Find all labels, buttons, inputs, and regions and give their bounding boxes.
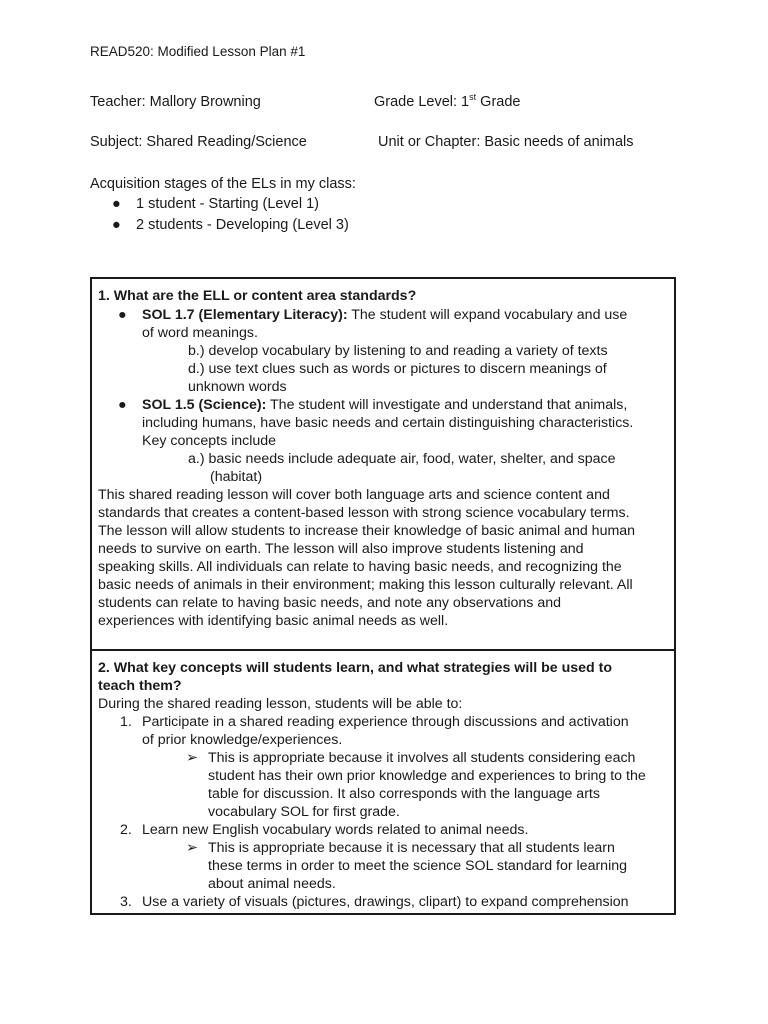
item2-line1: Learn new English vocabulary words related to animal needs.: [142, 822, 529, 838]
item1-sub-line: table for discussion. It also corresponds with the language arts: [208, 786, 600, 802]
item2-sub-line: these terms in order to meet the science SOL standard for learning: [208, 858, 628, 874]
item2-sub-line: This is appropriate because it is necessary that all students learn: [208, 840, 615, 856]
item3-line1: Use a variety of visuals (pictures, drawings, clipart) to expand comprehension: [142, 894, 629, 910]
paragraph-line: This shared reading lesson will cover both language arts and science content and: [98, 487, 610, 503]
sol15-label: SOL 1.5 (Science):: [142, 397, 267, 413]
sol17-d1: d.) use text clues such as words or pictures to discern meanings of: [188, 361, 607, 377]
list-number: 3.: [120, 894, 132, 910]
bullet-icon: ●: [112, 196, 121, 212]
teacher-field: Teacher: Mallory Browning: [90, 94, 261, 110]
item1-sub-line: student has their own prior knowledge and experiences to bring to the: [208, 768, 646, 784]
acquisition-item-text: 2 students - Developing (Level 3): [136, 217, 349, 233]
item2-sub-line: about animal needs.: [208, 876, 336, 892]
paragraph-line: standards that creates a content-based lesson with strong science vocabulary terms.: [98, 505, 630, 521]
paragraph-line: basic needs of animals in their environment; making this lesson culturally relevant. All: [98, 577, 633, 593]
document-title: READ520: Modified Lesson Plan #1: [90, 44, 306, 59]
unit-field: Unit or Chapter: Basic needs of animals: [378, 134, 634, 150]
grade-sup: st: [469, 92, 477, 103]
grade-prefix: Grade Level: 1: [374, 94, 470, 110]
item1-line1: Participate in a shared reading experience through discussions and activation: [142, 714, 629, 730]
sol15-text: The student will investigate and understand that animals,: [266, 397, 628, 413]
section2-question-line2: teach them?: [98, 678, 182, 694]
item1-sub-line: This is appropriate because it involves all students considering each: [208, 750, 636, 766]
sol17-d2: unknown words: [188, 379, 287, 395]
standards-section: [90, 277, 676, 651]
sol17-b: b.) develop vocabulary by listening to and reading a variety of texts: [188, 343, 608, 359]
bullet-icon: ●: [118, 307, 127, 323]
arrow-bullet-icon: ➢: [186, 750, 198, 766]
paragraph-line: students can relate to having basic needs, and note any observations and: [98, 595, 561, 611]
sol17-line2: of word meanings.: [142, 325, 258, 341]
arrow-bullet-icon: ➢: [186, 840, 198, 856]
sol15-line2: including humans, have basic needs and certain distinguishing characteristics.: [142, 415, 634, 431]
list-number: 2.: [120, 822, 132, 838]
section2-question-line1: 2. What key concepts will students learn, and what strategies will be used to: [98, 660, 613, 676]
grade-level-field: [374, 94, 520, 110]
list-number: 1.: [120, 714, 132, 730]
sol15-a2: (habitat): [210, 469, 263, 485]
subject-field: Subject: Shared Reading/Science: [90, 134, 307, 150]
paragraph-line: needs to survive on earth. The lesson will also improve students listening and: [98, 541, 584, 557]
bullet-icon: ●: [118, 397, 127, 413]
sol17-label: SOL 1.7 (Elementary Literacy):: [142, 307, 348, 323]
paragraph-line: experiences with identifying basic animal needs as well.: [98, 613, 449, 629]
item1-line2: of prior knowledge/experiences.: [142, 732, 343, 748]
acquisition-item-text: 1 student - Starting (Level 1): [136, 196, 319, 212]
sol17-text: The student will expand vocabulary and use: [347, 307, 628, 323]
sol15-line3: Key concepts include: [142, 433, 277, 449]
sol15-line1: [142, 396, 627, 414]
section2-intro: During the shared reading lesson, students will be able to:: [98, 696, 463, 712]
bullet-icon: ●: [112, 217, 121, 233]
sol17-line1: [142, 306, 627, 324]
paragraph-line: The lesson will allow students to increase their knowledge of basic animal and human: [98, 523, 636, 539]
grade-suffix: Grade: [476, 94, 521, 110]
section1-question: 1. What are the ELL or content area standards?: [98, 288, 417, 304]
paragraph-line: speaking skills. All individuals can relate to having basic needs, and recognizing the: [98, 559, 622, 575]
item1-sub-line: vocabulary SOL for first grade.: [208, 804, 400, 820]
key-concepts-section: [90, 649, 676, 915]
acquisition-heading: Acquisition stages of the ELs in my class:: [90, 176, 356, 192]
sol15-a1: a.) basic needs include adequate air, food, water, shelter, and space: [188, 451, 616, 467]
